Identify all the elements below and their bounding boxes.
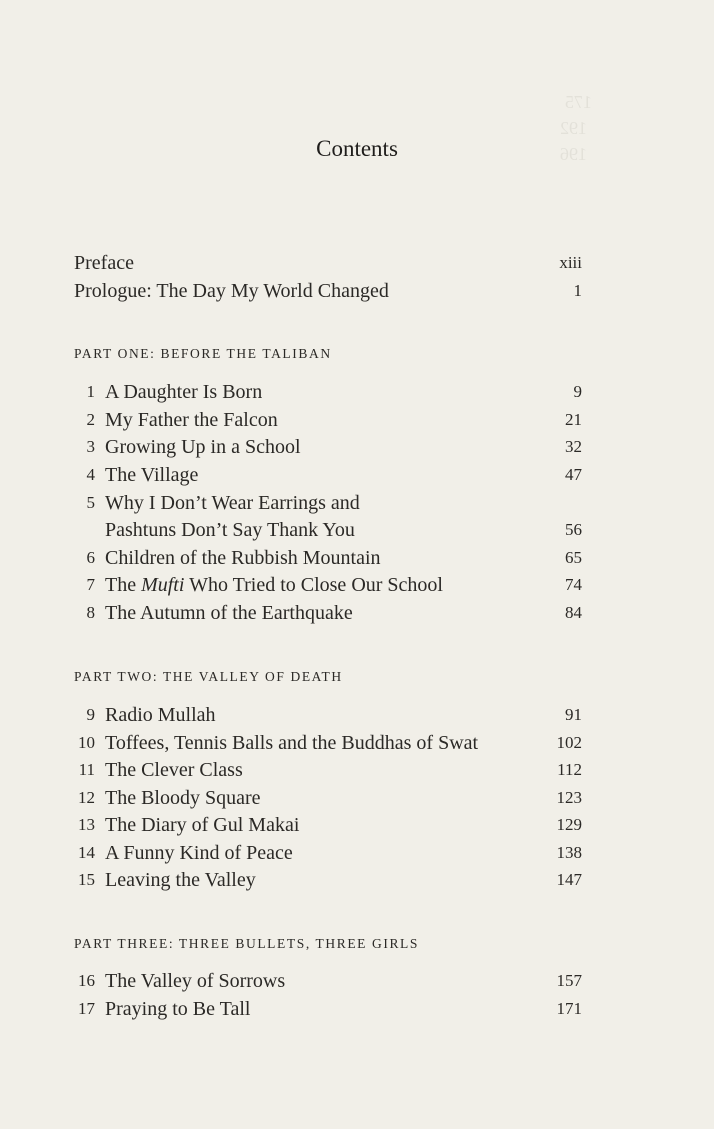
chapter-number: 6 (86, 548, 95, 567)
chapter-page: 9 (573, 382, 582, 401)
chapter-page: 102 (556, 733, 582, 752)
show-through-text: 175 (565, 92, 592, 112)
chapter-number: 9 (86, 705, 95, 724)
chapter-title-continued: Pashtuns Don’t Say Thank You (105, 519, 355, 541)
chapter-title: The Clever Class (105, 759, 243, 781)
chapter-title: Radio Mullah (105, 704, 216, 726)
chapter-title: Praying to Be Tall (105, 998, 251, 1020)
entry-title: Preface (74, 252, 134, 274)
chapter-title: A Funny Kind of Peace (105, 842, 293, 864)
chapter-title: My Father the Falcon (105, 409, 278, 431)
chapter-page: 32 (565, 437, 582, 456)
chapter-title: The Valley of Sorrows (105, 970, 286, 992)
chapter-title-pre: The (105, 574, 142, 596)
chapter-page: 112 (557, 760, 582, 779)
part-one-heading: PART ONE: BEFORE THE TALIBAN (74, 346, 332, 361)
chapter-title: The Bloody Square (105, 787, 261, 809)
chapter-number: 5 (86, 493, 95, 512)
chapter-number: 2 (86, 410, 95, 429)
chapter-page: 74 (565, 575, 582, 594)
chapter-title: The Diary of Gul Makai (105, 814, 300, 836)
chapter-title: The Autumn of the Earthquake (105, 602, 353, 624)
page-title: Contents (316, 136, 398, 161)
chapter-number: 15 (78, 870, 95, 889)
chapter-title-italic: Mufti (141, 574, 185, 596)
entry-page: xiii (559, 253, 582, 272)
chapter-title-post: Who Tried to Close Our School (184, 574, 443, 596)
chapter-page: 157 (556, 971, 582, 990)
chapter-number: 7 (86, 575, 95, 594)
chapter-page: 21 (565, 410, 582, 429)
chapter-page: 138 (556, 843, 582, 862)
chapter-title: Children of the Rubbish Mountain (105, 547, 381, 569)
part-three-heading: PART THREE: THREE BULLETS, THREE GIRLS (74, 936, 420, 951)
chapter-title: Toffees, Tennis Balls and the Buddhas of Swat (105, 732, 479, 754)
chapter-title (105, 571, 443, 599)
chapter-page: 91 (565, 705, 582, 724)
chapter-number: 12 (78, 788, 95, 807)
chapter-page: 147 (556, 870, 582, 889)
chapter-page: 84 (565, 603, 582, 622)
chapter-number: 1 (86, 382, 95, 401)
chapter-title: The Village (105, 464, 199, 486)
chapter-number: 11 (78, 760, 95, 779)
chapter-title: Why I Don’t Wear Earrings and (105, 492, 360, 514)
chapter-title: Growing Up in a School (105, 436, 301, 458)
chapter-page: 56 (565, 520, 582, 539)
chapter-number: 4 (86, 465, 95, 484)
show-through-text: 196 (560, 144, 587, 164)
chapter-page: 129 (556, 815, 582, 834)
chapter-page: 65 (565, 548, 582, 567)
chapter-page: 171 (556, 999, 582, 1018)
part-two-heading: PART TWO: THE VALLEY OF DEATH (74, 669, 343, 684)
chapter-number: 13 (78, 815, 95, 834)
chapter-number: 10 (78, 733, 95, 752)
chapter-number: 14 (78, 843, 95, 862)
chapter-title: Leaving the Valley (105, 869, 256, 891)
chapter-page: 123 (556, 788, 582, 807)
chapter-number: 16 (78, 971, 95, 990)
chapter-number: 3 (86, 437, 95, 456)
entry-page: 1 (573, 281, 582, 300)
entry-title: Prologue: The Day My World Changed (74, 280, 389, 302)
chapter-number: 8 (86, 603, 95, 622)
show-through-text: 192 (560, 118, 587, 138)
chapter-page: 47 (565, 465, 582, 484)
chapter-number: 17 (78, 999, 95, 1018)
chapter-title: A Daughter Is Born (105, 381, 263, 403)
